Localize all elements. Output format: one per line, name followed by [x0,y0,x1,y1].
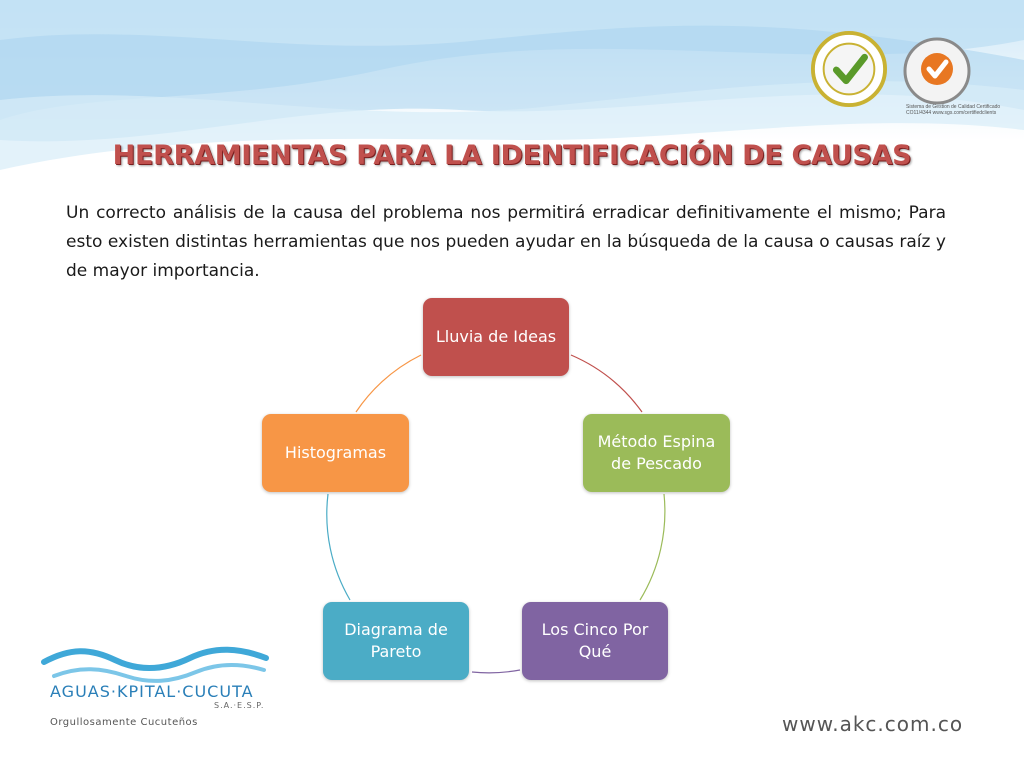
intro-paragraph: Un correcto análisis de la causa del problema nos permitirá erradicar definitivamente el mismo; Para esto existen distintas herramientas que nos pueden ayudar en la búsqueda de la causa o causas raíz y de mayor importancia. [66,203,946,281]
node-metodo-espina-de-pescado [583,414,730,492]
node-label: Diagrama de Pareto [344,620,448,661]
node-label: Histogramas [284,443,387,462]
company-tagline: Orgullosamente Cucuteños [50,717,198,728]
company-suffix: S.A.·E.S.P. [214,701,265,710]
node-histogramas [262,414,409,492]
certification-caption: Sistema de Gestion de Calidad Certificado CO11/4344 www.sgs.com/certifiedclients [906,104,1001,116]
node-label: Lluvia de Ideas [435,327,557,346]
node-los-cinco-por-que [522,602,668,680]
node-diagrama-de-pareto [323,602,469,680]
node-label: Método Espina de Pescado [597,432,716,473]
node-lluvia-de-ideas [423,298,569,376]
slide-title: HERRAMIENTAS PARA LA IDENTIFICACIÓN DE CAUSAS [112,140,912,171]
node-label: Los Cinco Por Qué [541,620,649,661]
company-name: AGUAS·KPITAL·CUCUTA [50,682,254,701]
website-url[interactable]: www.akc.com.co [782,712,964,736]
